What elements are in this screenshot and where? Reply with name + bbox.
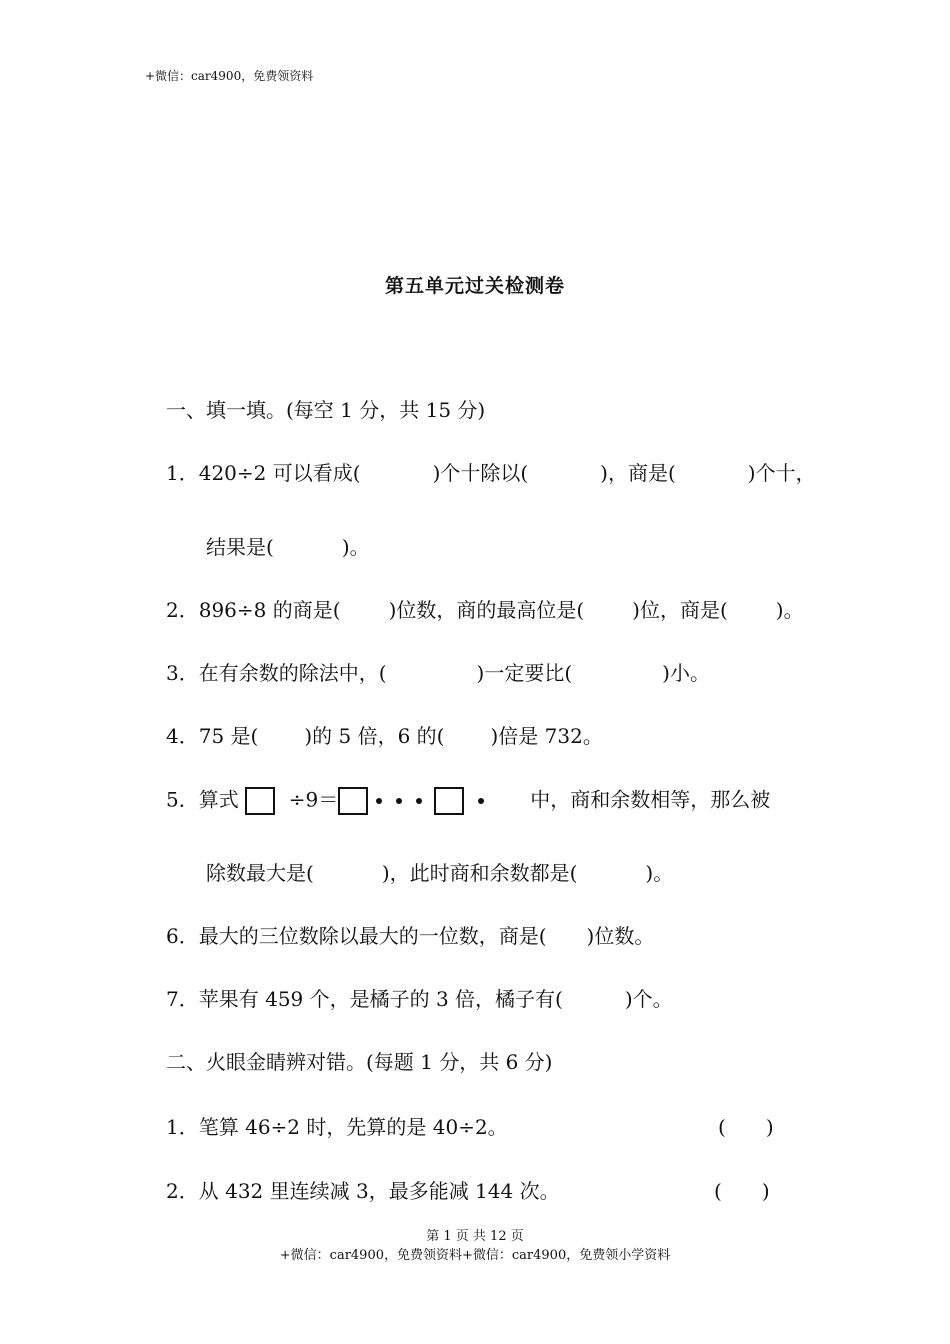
remainder-dot — [416, 798, 422, 804]
question-1-1: 1．420÷2 可以看成( )个十除以( )，商是( )个十， — [166, 461, 816, 485]
question-1-5-line2: 除数最大是( )，此时商和余数都是( )。 — [206, 861, 674, 885]
question-1-6: 6．最大的三位数除以最大的一位数，商是( )位数。 — [166, 924, 655, 948]
question-1-1-line2: 结果是( )。 — [206, 535, 370, 559]
question-number: 1． — [166, 1115, 199, 1139]
remainder-dot — [396, 798, 402, 804]
page-number: 第 1 页 共 12 页 — [426, 1229, 524, 1244]
judge-answer-1[interactable]: ( ) — [718, 1115, 774, 1139]
section2-heading: 二、火眼金睛辨对错。(每题 1 分，共 6 分) — [166, 1050, 553, 1074]
question-number: 6． — [166, 924, 199, 948]
question-1-4: 4．75 是( )的 5 倍，6 的( )倍是 732。 — [166, 724, 603, 748]
question-number: 1． — [166, 461, 199, 485]
footer-watermark: +微信：car4900，免费领资料+微信：car4900，免费领小学资料 — [279, 1248, 671, 1263]
question-number: 5． — [166, 787, 199, 812]
question-number: 7． — [166, 987, 199, 1011]
question-2-1: 1．笔算 46÷2 时，先算的是 40÷2。 — [166, 1115, 508, 1139]
question-1-5: 5．算式 ÷9＝ 中，商和余数相等，那么被 — [166, 787, 770, 815]
question-number: 2． — [166, 1179, 199, 1203]
remainder-dot — [478, 798, 484, 804]
remainder-box[interactable] — [434, 787, 464, 815]
dividend-box[interactable] — [245, 787, 275, 815]
question-number: 3． — [166, 661, 199, 685]
remainder-dot — [376, 798, 382, 804]
judge-answer-2[interactable]: ( ) — [714, 1179, 770, 1203]
question-number: 2． — [166, 598, 199, 622]
document-title: 第五单元过关检测卷 — [384, 275, 565, 297]
question-1-2: 2．896÷8 的商是( )位数，商的最高位是( )位，商是( )。 — [166, 598, 804, 622]
question-1-7: 7．苹果有 459 个，是橘子的 3 倍，橘子有( )个。 — [166, 987, 673, 1011]
question-number: 4． — [166, 724, 199, 748]
question-2-2: 2．从 432 里连续减 3，最多能减 144 次。 — [166, 1179, 560, 1203]
question-1-3: 3．在有余数的除法中，( )一定要比( )小。 — [166, 661, 710, 685]
header-watermark: +微信：car4900，免费领资料 — [145, 69, 314, 83]
quotient-box[interactable] — [338, 787, 368, 815]
section1-heading: 一、填一填。(每空 1 分，共 15 分) — [166, 398, 486, 422]
